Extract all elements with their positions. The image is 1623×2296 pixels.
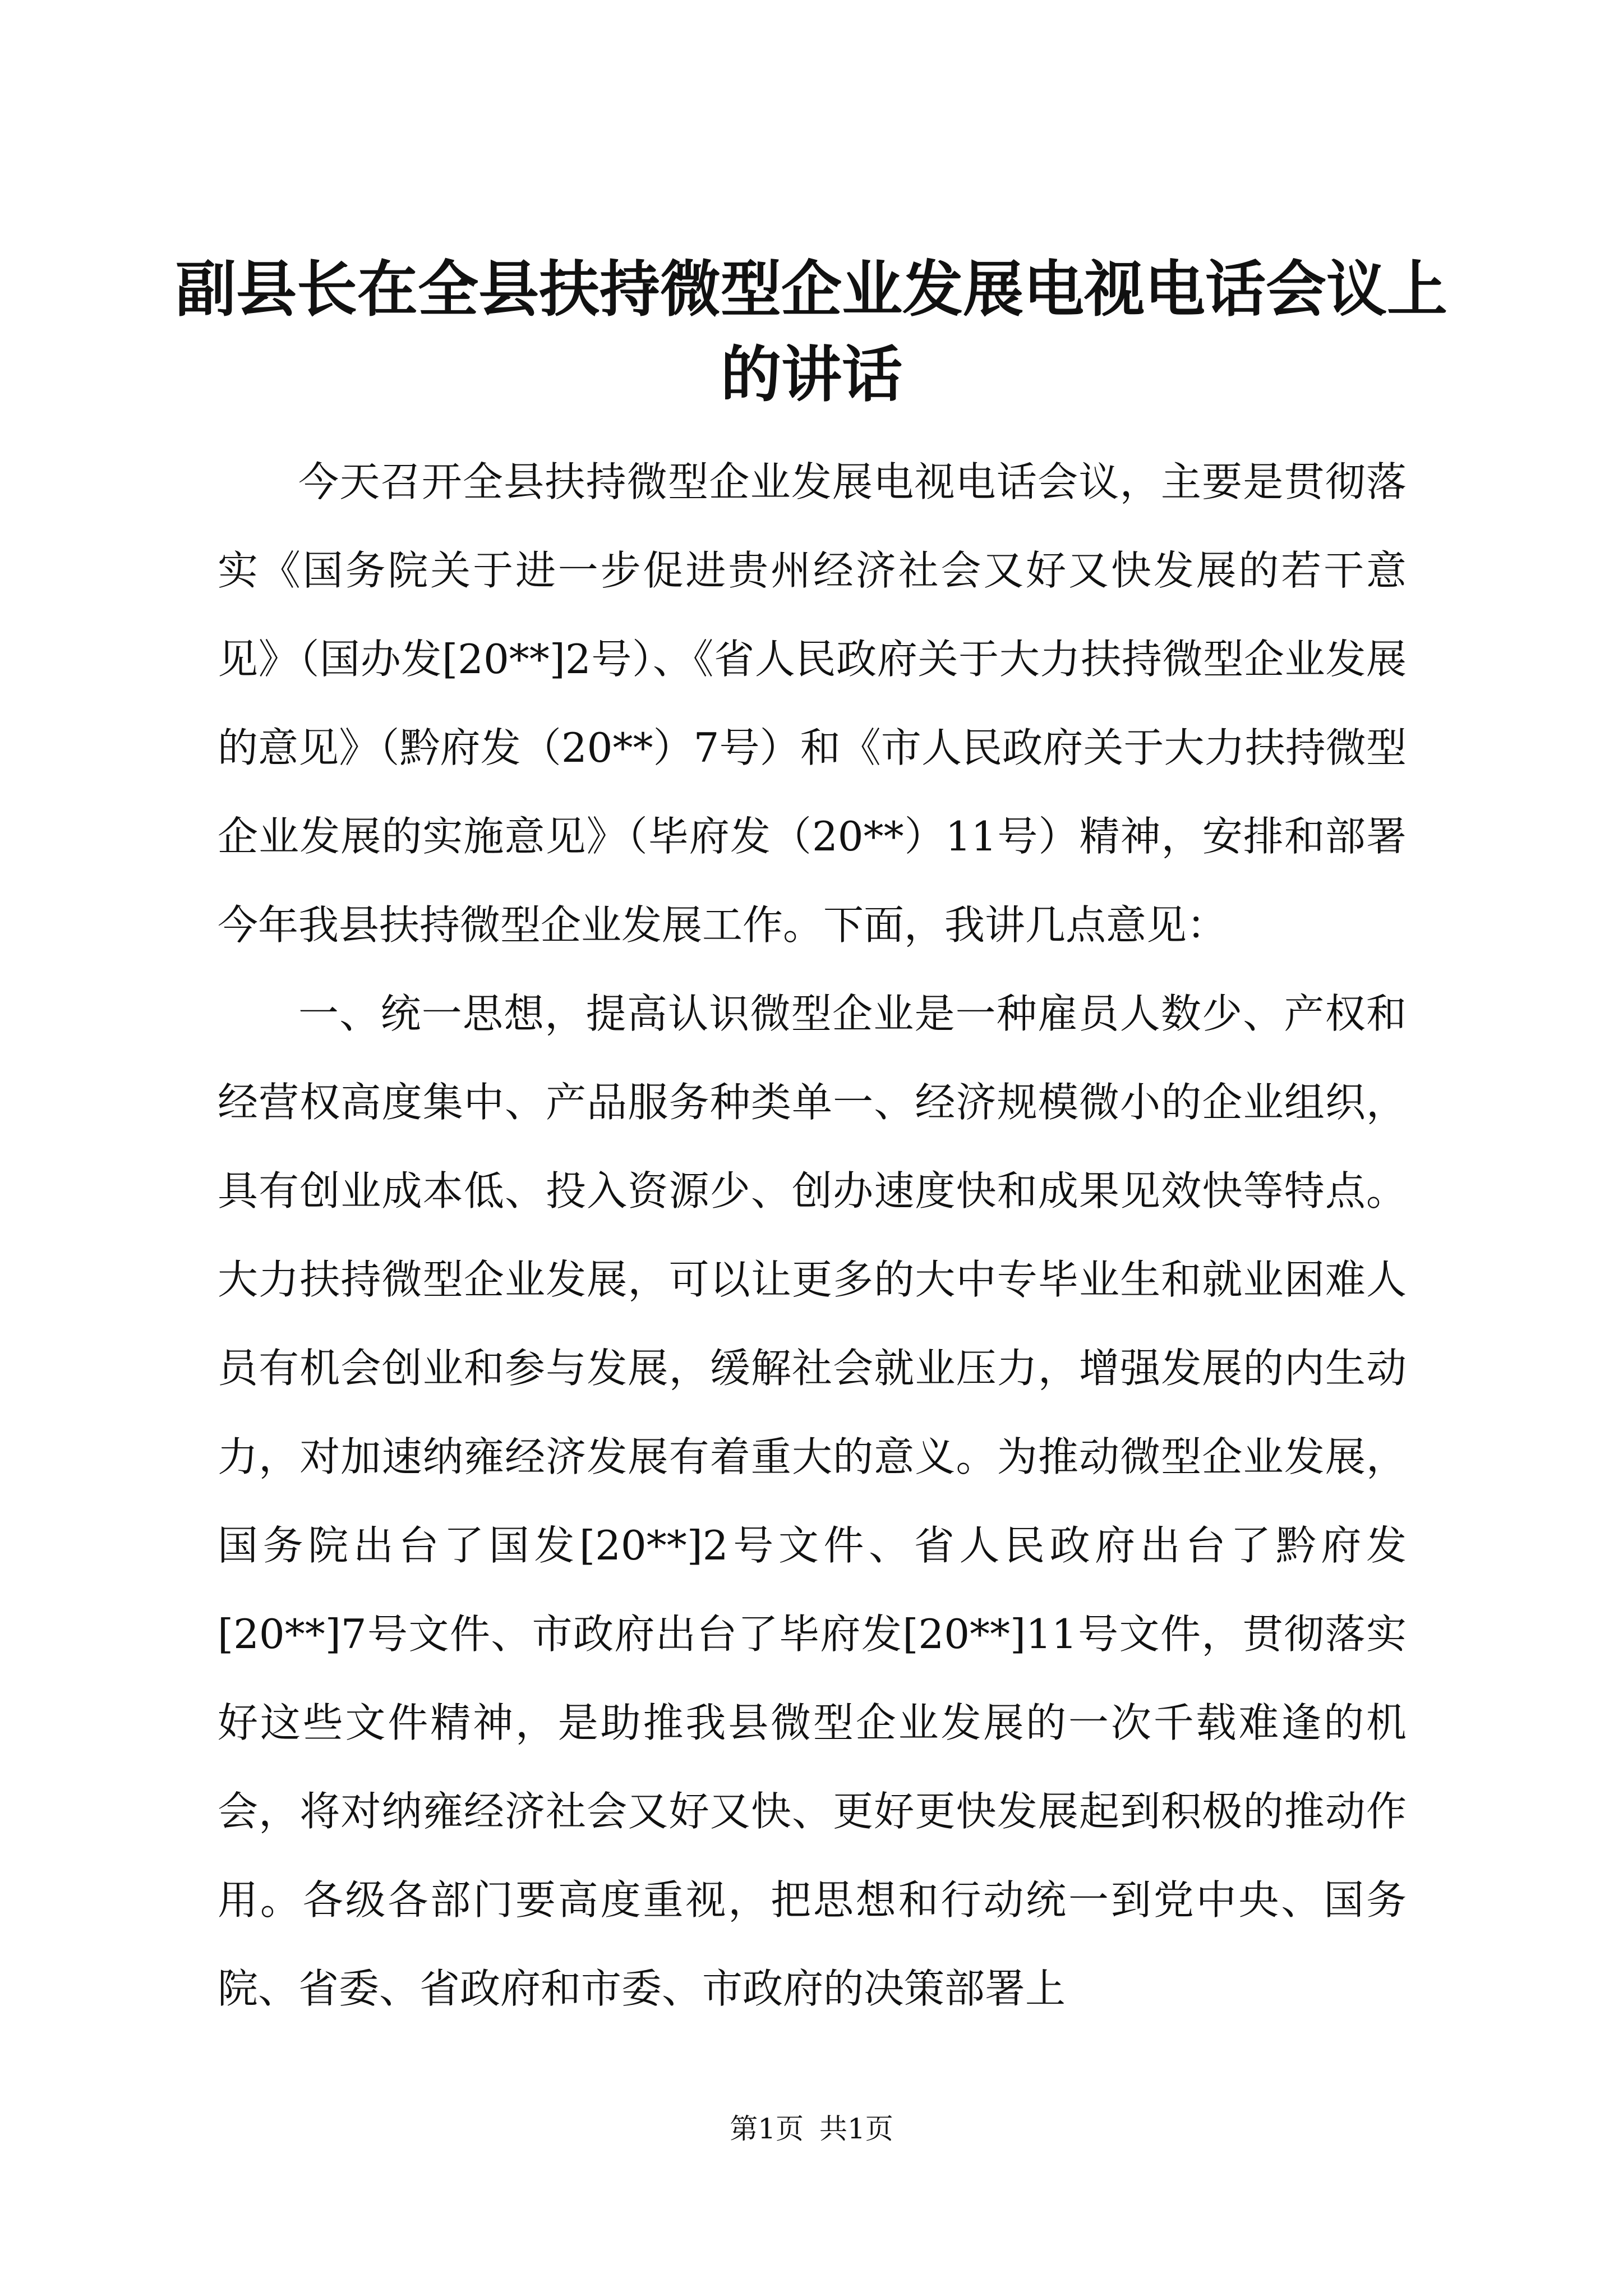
paragraph-intro: 今天召开全县扶持微型企业发展电视电话会议，主要是贯彻落实《国务院关于进一步促进贵州经济社会又好又快发展的若干意见》（国办发[20**]2号）、《省人民政府关于大力扶持微型企业发展的意见》（黔府发（20**）7号）和《市人民政府关于大力扶持微型企业发展的实施意见》（毕府发（20**）11号）精神，安排和部署今年我县扶持微型企业发展工作。下面，我讲几点意见： — [218, 458, 1407, 949]
paragraph-section-one: 一、统一思想，提高认识微型企业是一种雇员人数少、产权和经营权高度集中、产品服务种类单一、经济规模微小的企业组织，具有创业成本低、投入资源少、创办速度快和成果见效快等特点。大力扶持微型企业发展，可以让更多的大中专毕业生和就业困难人员有机会创业和参与发展，缓解社会就业压力，增强发展的内生动力，对加速纳雍经济发展有着重大的意义。为推动微型企业发展，国务院出台了国发[20**]2号文件、省人民政府出台了黔府发[20**]7号文件、市政府出台了毕府发[20**]11号文件，贯彻落实好这些文件精神，是助推我县微型企业发展的一次千载难逢的机会，将对纳雍经济社会又好又快、更好更快发展起到积极的推动作用。各级各部门要高度重视，把思想和行动统一到党中央、国务院、省委、省政府和市委、市政府的决策部署上 — [218, 990, 1407, 2012]
document-body — [218, 438, 1407, 2033]
document-title: 副县长在全县扶持微型企业发展电视电话会议上的讲话 — [175, 254, 1447, 410]
page-total: 共1页 — [819, 2113, 893, 2145]
page-footer — [0, 2109, 1623, 2148]
page-number: 第1页 — [730, 2113, 804, 2145]
